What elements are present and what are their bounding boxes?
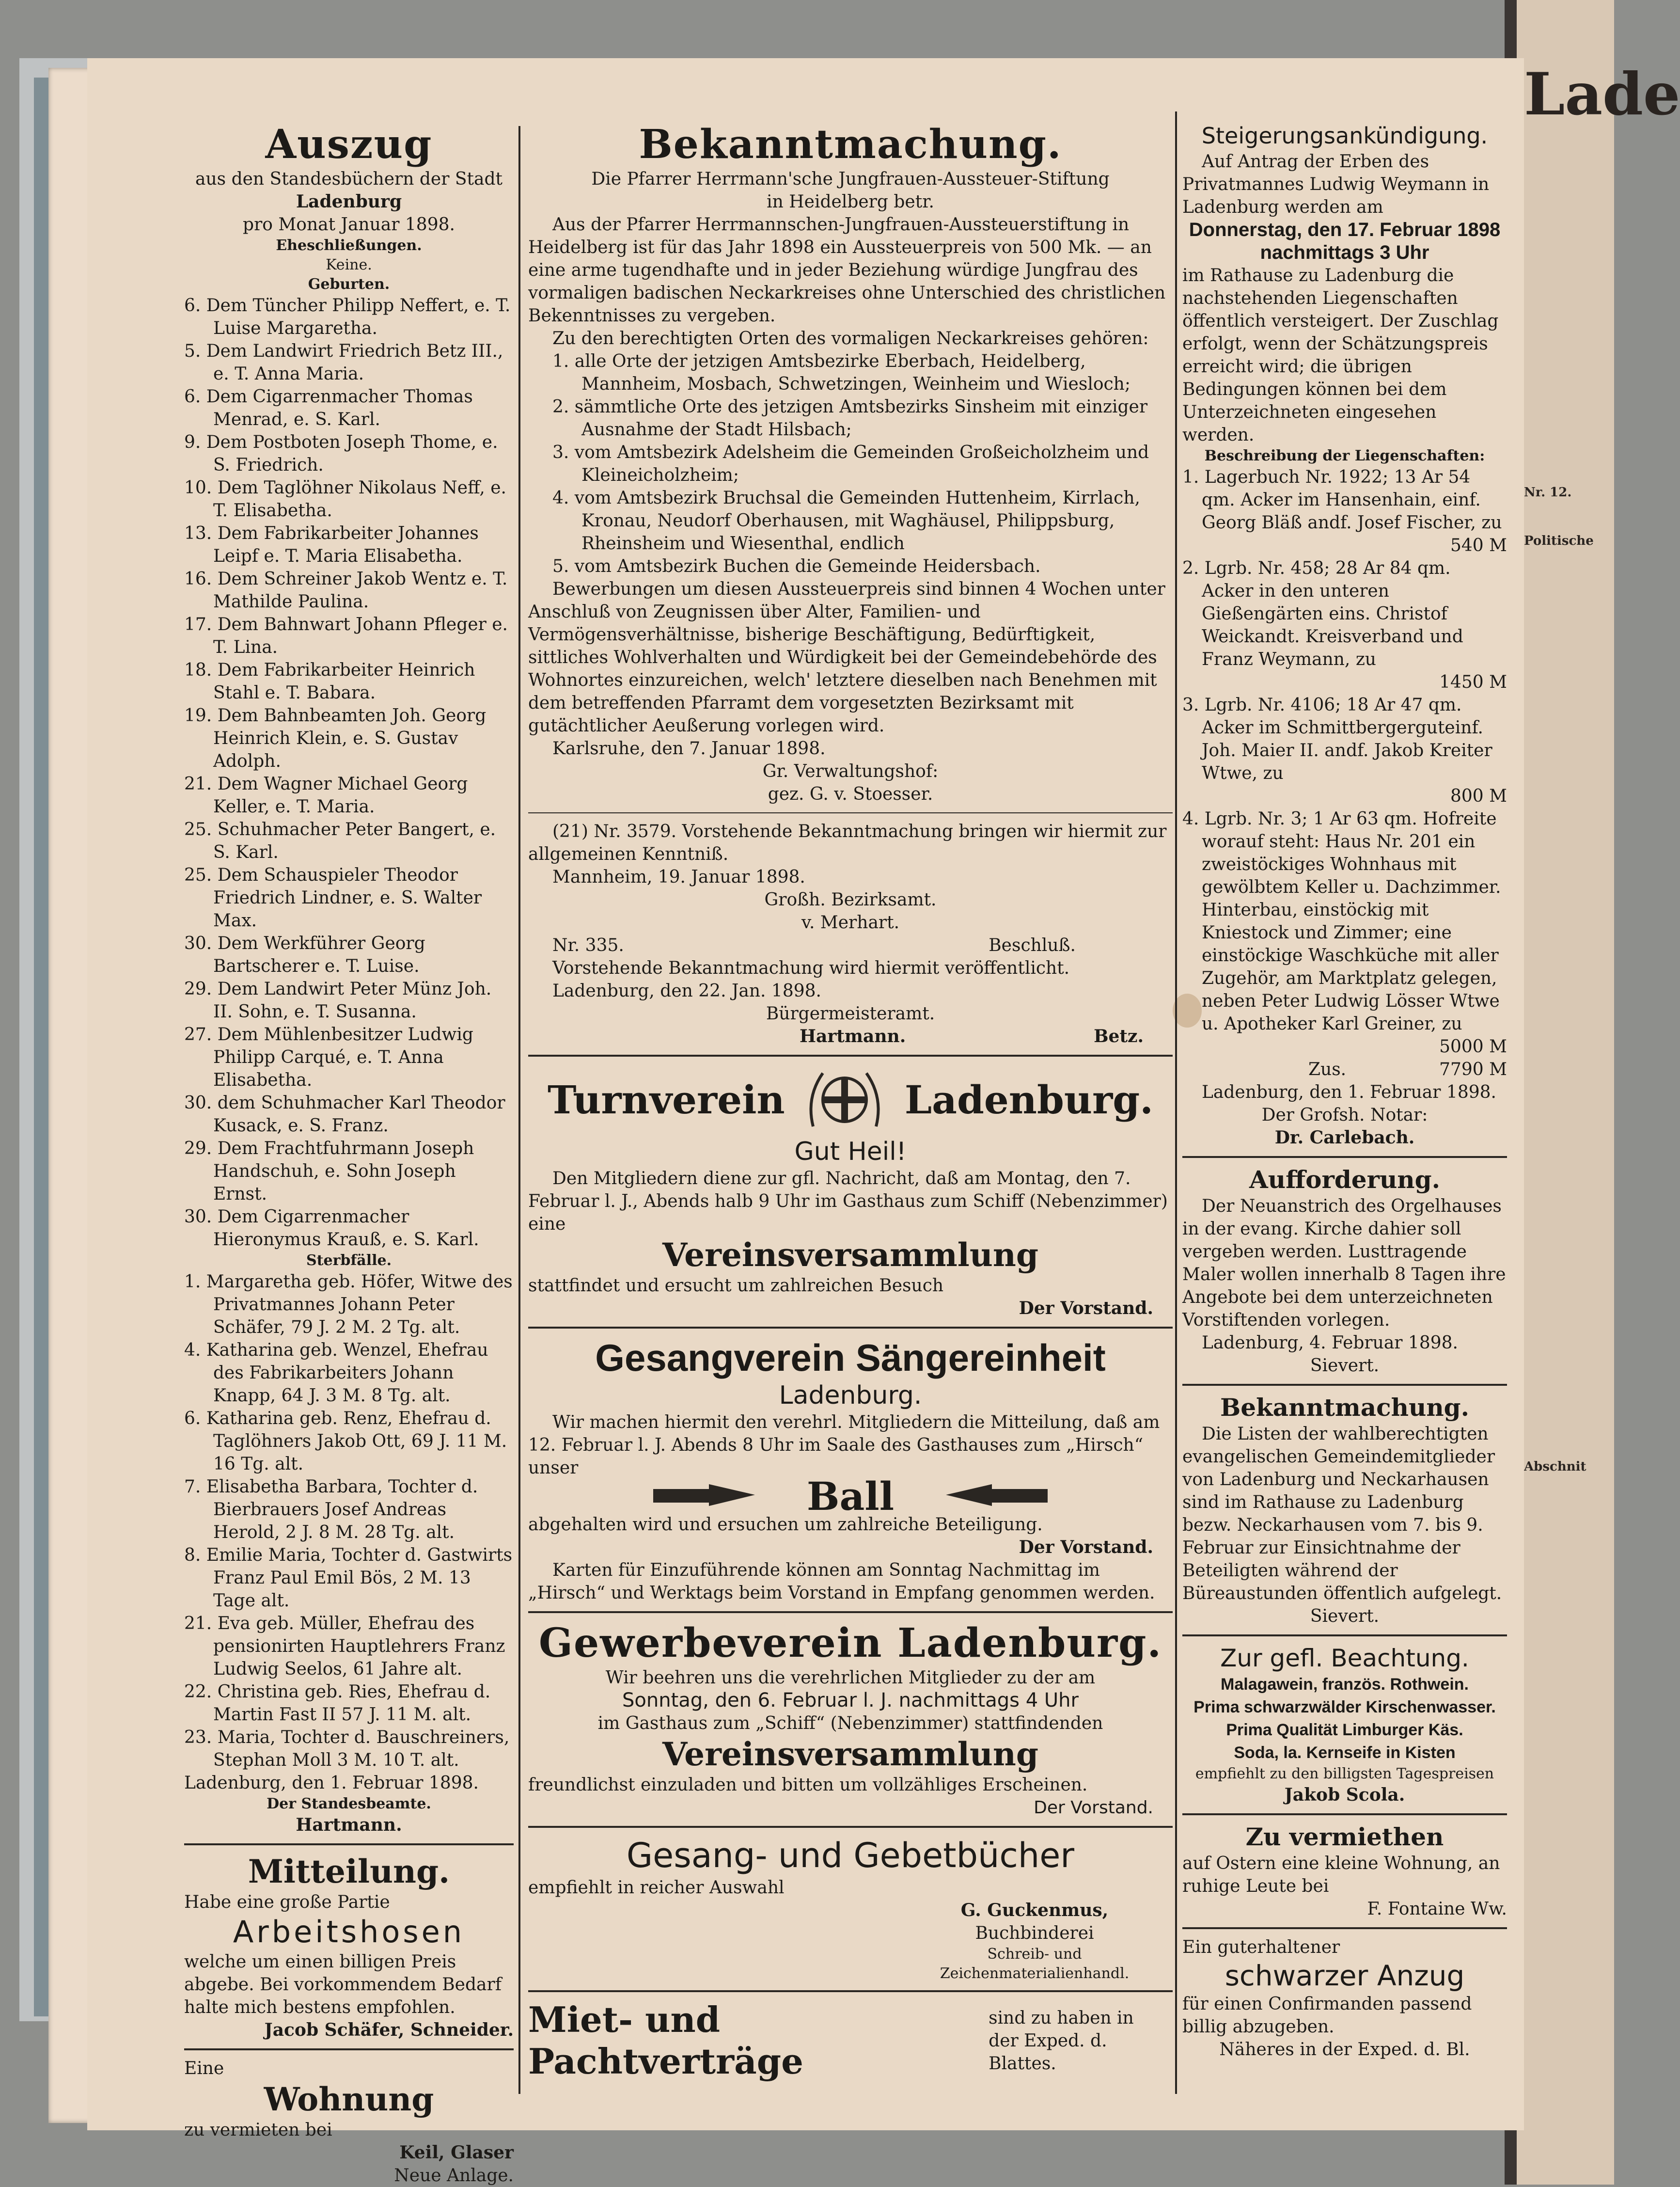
beachtung-line2: Prima schwarzwälder Kirschenwasser. [1193,1698,1496,1716]
miet-line1: sind zu haben in [989,2008,1134,2028]
turnverein-signature: Der Vorstand. [1019,1298,1153,1318]
bekanntmachung-wahl-signature: Sievert. [1310,1606,1380,1626]
steigerung-sign-date: Ladenburg, den 1. Februar 1898. [1202,1082,1496,1102]
place-item: 4. vom Amtsbezirk Bruchsal die Gemeinden Huttenheim, Kirrlach, Kronau, Neudorf Oberhausen, mit Waghäusel, Philippsburg, Rheinsheim und Wiesenthal, endlich [552,488,1140,554]
gesangverein-after: abgehalten wird und ersuchen um zahlreiche Beteiligung. [528,1515,1043,1535]
steigerung-notice [1182,121,1507,1149]
birth-entry: 17. Dem Bahnwart Johann Pfleger e. T. Lina. [184,615,508,657]
birth-entry: 5. Dem Landwirt Friedrich Betz III., e. T. Anna Maria. [184,341,503,384]
death-entry: 23. Maria, Tochter d. Bauschreiners, Stephan Moll 3 M. 10 T. alt. [184,1727,510,1770]
vermiethen-body: auf Ostern eine kleine Wohnung, an ruhige Leute bei [1182,1854,1500,1896]
aufforderung-signature: Sievert. [1310,1356,1380,1376]
column-middle [528,121,1173,2082]
birth-entry: 6. Dem Cigarrenmacher Thomas Menrad, e. S. Karl. [184,387,473,429]
anzug-exped: Näheres in der Exped. d. Bl. [1219,2040,1470,2060]
steigerung-sum-row [1182,1058,1507,1081]
death-entry: 1. Margaretha geb. Höfer, Witwe des Privatmannes Johann Peter Schäfer, 79 J. 2 M. 2 Tg. alt. [184,1272,513,1337]
column-rule-2 [1175,111,1177,2094]
buecher-name: G. Guckenmus, [960,1900,1109,1920]
steigerung-time: nachmittags 3 Uhr [1260,242,1429,263]
adjacent-page-issue: Nr. 12. [1524,485,1572,500]
auszug-subtitle: aus den Standesbüchern der Stadt [195,169,502,189]
deaths-list [184,1270,514,1772]
miet-title: Miet- und Pachtverträge [528,1999,803,2082]
parcel-price: 5000 M [1439,1037,1507,1057]
beachtung-line3: Prima Qualität Limburger Käs. [1226,1721,1463,1739]
auszug-date: Ladenburg, den 1. Februar 1898. [184,1773,479,1793]
aufforderung-body: Der Neuanstrich des Orgelhauses in der evang. Kirche dahier soll vergeben werden. Lusttragende Maler wollen innerhalb 8 Tagen ihre Angebote bei dem unterzeichneten Vorstiftenden vorlegen. [1182,1196,1506,1330]
steigerung-notar-name: Dr. Carlebach. [1274,1127,1415,1148]
vermiethen-signature: F. Fontaine Ww. [1367,1899,1507,1919]
bekanntmachung-para1: Aus der Pfarrer Herrmannschen-Jungfrauen-Aussteuerstiftung in Heidelberg ist für das Jahr 1898 ein Aussteuerpreis von 500 Mk. — an eine arme tugendhafte und in jeder Beziehung würdige Jungfrau des vormaligen badischen Neckarkreises ohne Unterschied des christlichen Bekenntnisses zu vergeben. [528,215,1166,326]
anzug-title: schwarzer Anzug [1225,1959,1465,1992]
miet-info [989,2007,1173,2075]
bekanntmachung-wahl-title: Bekanntmachung. [1220,1393,1470,1422]
bekanntmachung-date3: Ladenburg, den 22. Jan. 1898. [552,981,821,1001]
column-rule-1 [518,126,520,2094]
bekanntmachung-beschluss-row [528,934,1173,957]
births-list [184,294,514,1251]
death-entry: 4. Katharina geb. Wenzel, Ehefrau des Fabrikarbeiters Johann Knapp, 64 J. 3 M. 8 Tg. alt. [184,1340,488,1406]
gesangverein-body: Wir machen hiermit den verehrl. Mitgliedern die Mitteilung, daß am 12. Februar l. J. Abends 8 Uhr im Saale des Gasthauses zum „Hirsch“ unser [528,1412,1160,1478]
bekanntmachung-authority3: Bürgermeisteramt. [766,1004,935,1024]
turner-cross-icon [803,1063,886,1136]
bekanntmachung-signature1: gez. G. v. Stoesser. [768,784,933,804]
steigerung-notar: Der Grofsh. Notar: [1261,1105,1428,1125]
adjacent-page-heading: Politische [1524,534,1594,548]
bekanntmachung-authority2: Großh. Bezirksamt. [764,890,937,910]
births-heading: Geburten. [308,276,390,293]
birth-entry: 13. Dem Fabrikarbeiter Johannes Leipf e. T. Maria Elisabetha. [184,523,479,566]
bekanntmachung-places [528,350,1173,578]
divider [528,1990,1173,1992]
bekanntmachung-beschluss: Beschluß. [989,935,1076,955]
gewerbeverein-event: Vereinsversammlung [662,1735,1038,1773]
bekanntmachung-signature3b: Betz. [1094,1026,1144,1046]
death-entry: 6. Katharina geb. Renz, Ehefrau d. Taglöhners Jakob Ott, 69 J. 11 M. 16 Tg. alt. [184,1409,507,1474]
birth-entry: 30. dem Schuhmacher Karl Theodor Kusack, e. S. Franz. [184,1093,505,1136]
vermiethen-title: Zu vermiethen [1245,1822,1444,1851]
bekanntmachung-authority1: Gr. Verwaltungshof: [762,761,939,781]
birth-entry: 30. Dem Werkführer Georg Bartscherer e. T. Luise. [184,934,425,976]
adjacent-page-masthead: Lade [1524,60,1680,128]
death-entry: 8. Emilie Maria, Tochter d. Gastwirts Franz Paul Emil Bös, 2 M. 13 Tage alt. [184,1545,513,1611]
gesangverein-note: Karten für Einzuführende können am Sonntag Nachmittag im „Hirsch“ und Werktags beim Vorstand in Empfang genommen werden. [528,1560,1155,1603]
bekanntmachung-signature3a: Hartmann. [800,1026,906,1046]
bekanntmachung-wahl [1182,1393,1507,1628]
gewerbeverein-title: Gewerbeverein Ladenburg. [538,1620,1162,1666]
buecher-ad [528,1835,1173,1983]
pointing-hand-right-icon [651,1479,762,1513]
steigerung-items [1182,466,1507,1058]
gesangverein-title: Gesangverein Sängereinheit [595,1336,1106,1379]
auszug-signature: Hartmann. [296,1815,402,1835]
mitteilung-title: Mitteilung. [248,1853,450,1890]
bekanntmachung-signature-row [528,1025,1173,1048]
gewerbeverein-ad [528,1620,1173,1819]
turnverein-greeting: Gut Heil! [794,1137,907,1166]
divider [528,1826,1173,1828]
gewerbeverein-body3: im Gasthaus zum „Schiff“ (Nebenzimmer) stattfindenden [597,1713,1103,1733]
steigerung-para2: im Rathause zu Ladenburg die nachstehenden Liegenschaften öffentlich versteigert. Der Zuschlag erfolgt, wenn der Schätzungspreis erreicht wird; die übrigen Bedingungen können bei dem Unterzeichneten eingesehen werden. [1182,266,1499,445]
bekanntmachung-nr: Nr. 335. [552,935,624,955]
column-left [184,121,514,2187]
buecher-shop: Schreib- und Zeichenmaterialienhandl. [940,1946,1130,1982]
divider [1182,1156,1507,1158]
gesangverein-event: Ball [806,1473,895,1519]
parcel-item: 4. Lgrb. Nr. 3; 1 Ar 63 qm. Hofreite worauf steht: Haus Nr. 201 ein zweistöckiges Wohnhaus mit gewölbtem Keller u. Dachzimmer. Hinterbau, einstöckig mit Kniestock und Zimmer; eine einstöckige Waschküche mit aller Zugehör, am Marktplatz gelegen, neben Peter Ludwig Lösser Wtwe u. Apotheker Karl Greiner, zu [1182,809,1501,1034]
parcel-price: 540 M [1450,536,1507,555]
gesangverein-ad [528,1335,1173,1604]
buecher-title: Gesang- und Gebetbücher [626,1836,1075,1875]
turnverein-ad [528,1063,1173,1320]
beachtung-ad [1182,1643,1507,1807]
divider [1182,1384,1507,1386]
turnverein-title-left: Turnverein [548,1077,785,1123]
birth-entry: 10. Dem Taglöhner Nikolaus Neff, e. T. Elisabetha. [184,478,506,521]
death-entry: 22. Christina geb. Ries, Ehefrau d. Martin Fast II 57 J. 11 M. alt. [184,1682,491,1725]
vermiethen-ad [1182,1822,1507,1920]
beachtung-line1: Malagawein, französ. Rothwein. [1221,1675,1469,1694]
divider [1182,1813,1507,1815]
place-item: 2. sämmtliche Orte des jetzigen Amtsbezirks Sinsheim mit einziger Ausnahme der Stadt Hilsbach; [552,397,1148,440]
birth-entry: 16. Dem Schreiner Jakob Wentz e. T. Mathilde Paulina. [184,569,508,612]
steigerung-title: Steigerungsankündigung. [1201,123,1488,149]
gewerbeverein-after: freundlichst einzuladen und bitten um vollzähliges Erscheinen. [528,1775,1088,1795]
parcel-item: 3. Lgrb. Nr. 4106; 18 Ar 47 qm. Acker im Schmittbergerguteinf. Joh. Maier II. andf. Jakob Kreiter Wtwe, zu [1182,695,1492,783]
birth-entry: 19. Dem Bahnbeamten Joh. Georg Heinrich Klein, e. S. Gustav Adolph. [184,706,487,771]
gewerbeverein-signature: Der Vorstand. [1034,1798,1153,1818]
bekanntmachung-title: Bekanntmachung. [639,121,1062,168]
parcel-item: 2. Lgrb. Nr. 458; 28 Ar 84 qm. Acker in den unteren Gießengärten eins. Christof Weickandt. Kreisverband und Franz Weymann, zu [1182,558,1463,669]
birth-entry: 6. Dem Tüncher Philipp Neffert, e. T. Luise Margaretha. [184,296,511,338]
column-right [1182,121,1507,2061]
bekanntmachung-para5: Vorstehende Bekanntmachung wird hiermit veröffentlicht. [552,958,1070,978]
auszug-title: Auszug [265,121,433,168]
divider [184,1843,514,1845]
mitteilung-ad [184,1852,514,2042]
auszug-office: Der Standesbeamte. [267,1795,431,1812]
buecher-line: empfiehlt in reicher Auswahl [528,1878,785,1898]
wohnung-ad [184,2057,514,2187]
bekanntmachung-wahl-body: Die Listen der wahlberechtigten evangelischen Gemeindemitglieder von Ladenburg und Neckarhausen sind im Rathause zu Ladenburg bezw. Neckarhausen vom 7. bis 9. Februar zur Einsichtnahme der Beteiligten während der Büreaustunden öffentlich aufgelegt. [1182,1424,1502,1603]
bekanntmachung-subtitle: Die Pfarrer Herrmann'sche Jungfrauen-Aussteuer-Stiftung in Heidelberg betr. [591,169,1110,212]
divider [1182,1634,1507,1636]
auszug-month: pro Monat Januar 1898. [243,215,455,235]
anzug-body: für einen Confirmanden passend billig abzugeben. [1182,1994,1472,2037]
mitteilung-body: welche um einen billigen Preis abgebe. Bei vorkommendem Bedarf halte mich bestens empfohlen. [184,1952,502,2017]
steigerung-date: Donnerstag, den 17. Februar 1898 [1189,219,1501,240]
place-item: 5. vom Amtsbezirk Buchen die Gemeinde Heidersbach. [552,556,1041,576]
wohnung-line: zu vermieten bei [184,2120,332,2140]
anzug-pre: Ein guterhaltener [1182,1937,1340,1957]
divider [528,1055,1173,1057]
place-item: 3. vom Amtsbezirk Adelsheim die Gemeinden Großeicholzheim und Kleineicholzheim; [552,443,1149,485]
buecher-trade: Buchbinderei [975,1923,1094,1943]
mitteilung-signature: Jacob Schäfer, Schneider. [264,2020,514,2040]
parcel-price: 800 M [1450,786,1507,806]
bekanntmachung-para4: (21) Nr. 3579. Vorstehende Bekanntmachung bringen wir hiermit zur allgemeinen Kenntniß. [528,822,1167,864]
wohnung-title: Wohnung [264,2080,434,2118]
bekanntmachung-para3: Bewerbungen um diesen Aussteuerpreis sind binnen 4 Wochen unter Anschluß von Zeugnissen über Alter, Familien- und Vermögensverhältnisse, bisherige Beschäftigung, Bedürftigkeit, sittliches Wohlverhalten und Würdigkeit bei der Gemeindebehörde des Wohnortes einzureichen, welch' letztere dieselben nach Benehmen mit dem betreffenden Pfarramt dem vorgesetzten Bezirksamt mit gutächtlicher Aeußerung vorlegen wird. [528,579,1165,736]
divider [528,812,1173,813]
divider [184,2048,514,2050]
steigerung-sum: 7790 M [1439,1060,1507,1079]
place-item: 1. alle Orte der jetzigen Amtsbezirke Eberbach, Heidelberg, Mannheim, Mosbach, Schwetzingen, Weinheim und Wiesloch; [552,351,1130,394]
beachtung-line4: Soda, la. Kernseife in Kisten [1234,1743,1456,1762]
wohnung-signature: Keil, Glaser [399,2142,514,2163]
buecher-signature [528,1899,1173,1983]
birth-entry: 9. Dem Postboten Joseph Thome, e. S. Friedrich. [184,432,498,475]
auszug-city: Ladenburg [296,191,402,212]
auszug-notice [184,121,514,1837]
adjacent-page [1517,0,1680,2185]
birth-entry: 21. Dem Wagner Michael Georg Keller, e. T. Maria. [184,774,468,817]
death-entry: 7. Elisabetha Barbara, Tochter d. Bierbrauers Josef Andreas Herold, 2 J. 8 M. 28 Tg. alt. [184,1477,478,1542]
turnverein-title-right: Ladenburg. [904,1077,1153,1123]
wohnung-pre: Eine [184,2059,224,2078]
steigerung-heading: Beschreibung der Liegenschaften: [1204,447,1485,464]
bekanntmachung-date1: Karlsruhe, den 7. Januar 1898. [552,739,826,759]
birth-entry: 29. Dem Frachtfuhrmann Joseph Handschuh, e. Sohn Joseph Ernst. [184,1139,474,1204]
gewerbeverein-body1: Wir beehren uns die verehrlichen Mitglieder zu der am [605,1668,1096,1688]
beachtung-line5: empfiehlt zu den billigsten Tagespreisen [1195,1765,1494,1782]
steigerung-para1: Auf Antrag der Erben des Privatmannes Ludwig Weymann in Ladenburg werden am [1182,152,1490,217]
aufforderung-title: Aufforderung. [1249,1165,1441,1194]
adjacent-page-heading-2: Abschnit [1524,1459,1586,1474]
bekanntmachung-signature2: v. Merhart. [801,913,900,933]
birth-entry: 25. Dem Schauspieler Theodor Friedrich Lindner, e. S. Walter Max. [184,865,482,931]
beachtung-title: Zur gefl. Beachtung. [1220,1644,1469,1672]
bekanntmachung-para2: Zu den berechtigten Orten des vormaligen Neckarkreises gehören: [552,329,1149,349]
deaths-heading: Sterbfälle. [306,1252,392,1269]
birth-entry: 18. Dem Fabrikarbeiter Heinrich Stahl e. T. Babara. [184,660,475,703]
bekanntmachung-date2: Mannheim, 19. Januar 1898. [552,867,805,887]
marriages-heading: Eheschließungen. [276,237,422,254]
miet-line2: der Exped. d. Blattes. [989,2030,1107,2074]
birth-entry: 25. Schuhmacher Peter Bangert, e. S. Karl. [184,820,496,862]
bekanntmachung-stiftung [528,121,1173,1048]
turnverein-header [528,1063,1173,1136]
turnverein-body: Den Mitgliedern diene zur gfl. Nachricht, daß am Montag, den 7. Februar l. J., Abends halb 9 Uhr im Gasthaus zum Schiff (Nebenzimmer) eine [528,1169,1168,1234]
miet-ad [528,1999,1173,2082]
beachtung-signature: Jakob Scola. [1284,1785,1405,1805]
gesangverein-signature: Der Vorstand. [1019,1537,1153,1557]
wohnung-address: Neue Anlage. [394,2166,514,2186]
mitteilung-line: Habe eine große Partie [184,1892,390,1912]
gewerbeverein-body2: Sonntag, den 6. Februar l. J. nachmittags 4 Uhr [622,1689,1079,1712]
divider [528,1327,1173,1329]
steigerung-sum-label: Zus. [1308,1060,1347,1079]
birth-entry: 29. Dem Landwirt Peter Münz Joh. II. Sohn, e. T. Susanna. [184,979,492,1022]
divider [528,1611,1173,1613]
anzug-ad [1182,1936,1507,2061]
pointing-hand-left-icon [939,1479,1050,1513]
gesangverein-city: Ladenburg. [779,1381,922,1410]
aufforderung-date: Ladenburg, 4. Februar 1898. [1202,1333,1458,1353]
turnverein-event: Vereinsversammlung [662,1236,1038,1274]
aufforderung-notice [1182,1165,1507,1377]
death-entry: 21. Eva geb. Müller, Ehefrau des pensionirten Hauptlehrers Franz Ludwig Seelos, 61 Jahre alt. [184,1614,505,1679]
gesangverein-event-row [528,1473,1173,1519]
divider [1182,1927,1507,1929]
birth-entry: 27. Dem Mühlenbesitzer Ludwig Philipp Carqué, e. T. Anna Elisabetha. [184,1025,473,1090]
parcel-price: 1450 M [1439,672,1507,692]
marriages-none: Keine. [326,256,372,273]
birth-entry: 30. Dem Cigarrenmacher Hieronymus Krauß, e. S. Karl. [184,1207,479,1250]
turnverein-after: stattfindet und ersucht um zahlreichen Besuch [528,1276,944,1296]
mitteilung-product: Arbeitshosen [233,1914,465,1949]
parcel-item: 1. Lagerbuch Nr. 1922; 13 Ar 54 qm. Acker im Hansenhain, einf. Georg Bläß andf. Josef Fischer, zu [1182,467,1502,533]
